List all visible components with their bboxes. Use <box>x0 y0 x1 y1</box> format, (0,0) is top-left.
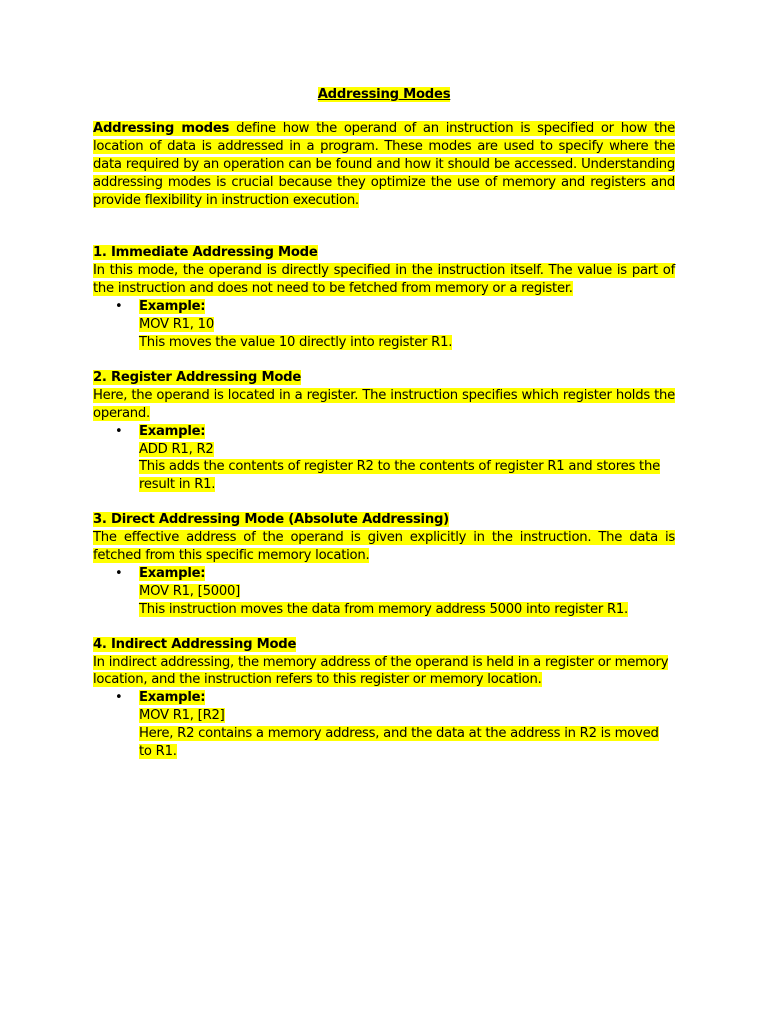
example-label-text: Example: <box>139 565 206 581</box>
example-code-text: MOV R1, 10 <box>139 317 214 333</box>
section-description-text: The effective address of the operand is given explicitly in the instruction. The data is fetched from this specific memory location. <box>93 530 675 564</box>
section-heading-text: 1. Immediate Addressing Mode <box>93 245 318 261</box>
example-code-text: ADD R1, R2 <box>139 441 214 457</box>
example-code <box>139 316 675 334</box>
example-label <box>139 565 675 583</box>
example-explanation-text: Here, R2 contains a memory address, and the data at the address in R2 is moved to R1. <box>139 726 659 760</box>
section-immediate-addressing <box>93 244 675 351</box>
example-code <box>139 583 675 601</box>
document-title-text: Addressing Modes <box>317 87 451 102</box>
section-heading-text: 4. Indirect Addressing Mode <box>93 636 297 652</box>
section-description <box>93 529 675 565</box>
example-label-text: Example: <box>139 423 206 439</box>
bullet-icon: • <box>115 423 123 439</box>
bullet-icon: • <box>115 565 123 581</box>
example-list-item <box>115 689 675 761</box>
section-description <box>93 387 675 423</box>
example-code-text: MOV R1, [R2] <box>139 708 225 724</box>
example-label <box>139 423 675 441</box>
example-code <box>139 707 675 725</box>
example-explanation <box>139 334 675 352</box>
intro-highlight <box>93 121 675 208</box>
example-explanation-text: This adds the contents of register R2 to the contents of register R1 and stores the result in R1. <box>139 459 660 493</box>
bullet-icon: • <box>115 299 123 315</box>
intro-paragraph <box>93 120 675 210</box>
example-explanation-text: This instruction moves the data from memory address 5000 into register R1. <box>139 601 628 617</box>
section-heading <box>93 511 675 529</box>
example-label <box>139 689 675 707</box>
example-explanation <box>139 458 675 494</box>
example-explanation <box>139 725 675 761</box>
intro-term: Addressing modes <box>93 120 230 136</box>
bullet-icon: • <box>115 690 123 706</box>
section-description <box>93 654 675 690</box>
example-code-text: MOV R1, [5000] <box>139 583 241 599</box>
example-list-item <box>115 565 675 619</box>
section-direct-addressing <box>93 511 675 618</box>
document-title <box>93 86 675 104</box>
example-list-item <box>115 298 675 352</box>
section-description-text: In indirect addressing, the memory address of the operand is held in a register or memory location, and the instruction refers to this register or memory location. <box>93 654 669 688</box>
section-heading <box>93 244 675 262</box>
example-label-text: Example: <box>139 299 206 315</box>
section-heading-text: 2. Register Addressing Mode <box>93 369 302 385</box>
section-heading-text: 3. Direct Addressing Mode (Absolute Addressing) <box>93 512 449 528</box>
document-body <box>93 86 675 761</box>
example-explanation-text: This moves the value 10 directly into register R1. <box>139 334 453 350</box>
section-description-text: Here, the operand is located in a register. The instruction specifies which register holds the operand. <box>93 387 675 421</box>
section-heading <box>93 636 675 654</box>
example-label <box>139 298 675 316</box>
section-description <box>93 262 675 298</box>
example-label-text: Example: <box>139 690 206 706</box>
example-explanation <box>139 601 675 619</box>
example-list-item <box>115 423 675 495</box>
section-register-addressing <box>93 369 675 494</box>
section-heading <box>93 369 675 387</box>
example-code <box>139 441 675 459</box>
intro-text: define how the operand of an instruction is specified or how the location of data is addressed in a program. These modes are used to specify where the data required by an operation can be found and how it should be accessed. Understanding addressing modes is crucial because they optimize the use of memory and registers and provide flexibility in instruction execution. <box>93 120 675 208</box>
section-indirect-addressing <box>93 636 675 761</box>
section-description-text: In this mode, the operand is directly specified in the instruction itself. The value is part of the instruction and does not need to be fetched from memory or a register. <box>93 263 675 297</box>
